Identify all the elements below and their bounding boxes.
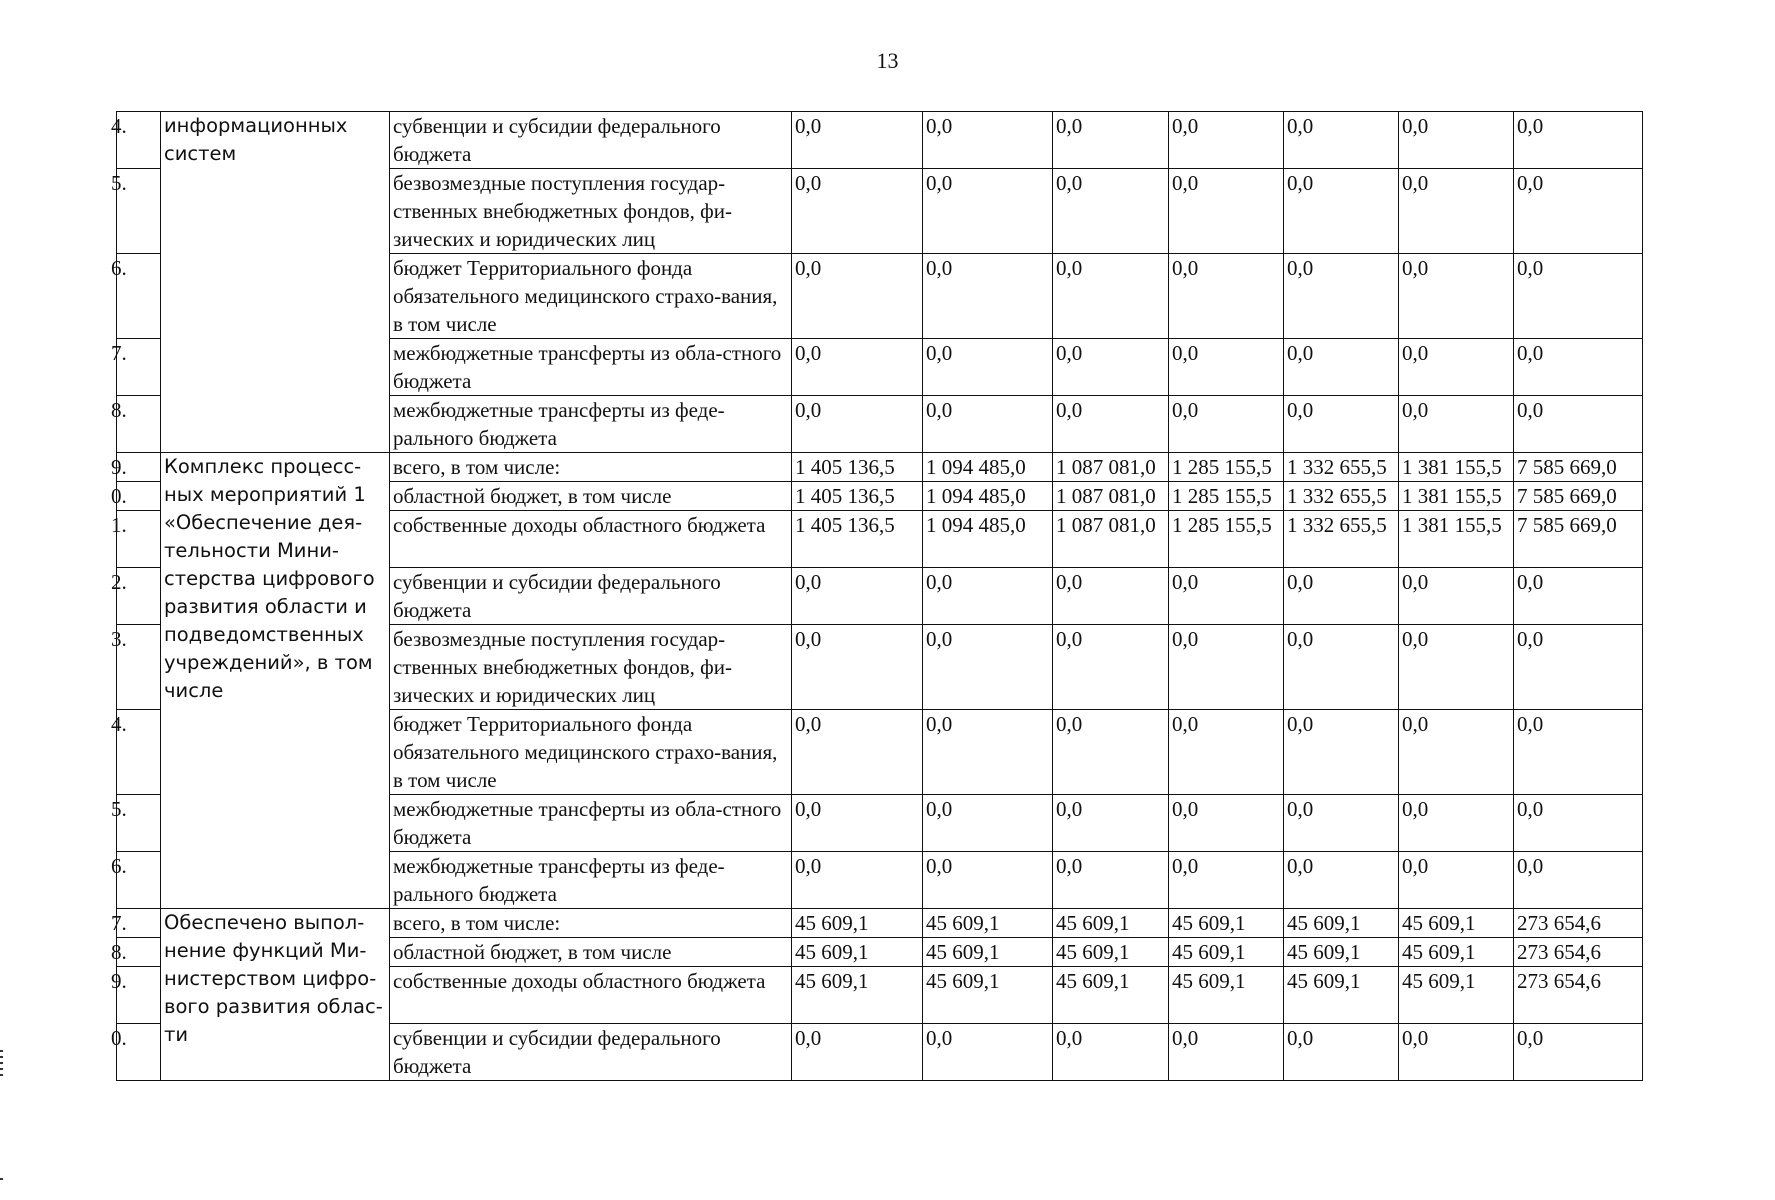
- total-value-cell: 0,0: [1514, 396, 1643, 453]
- year-value-cell: 0,0: [1053, 568, 1169, 625]
- row-number: [111, 710, 161, 795]
- row-number: [111, 938, 161, 967]
- year-value-cell: 0,0: [1053, 852, 1169, 909]
- year-value-cell: 0,0: [792, 568, 923, 625]
- funding-source-cell: областной бюджет, в том числе: [390, 938, 792, 967]
- year-value-cell: 0,0: [1284, 568, 1399, 625]
- year-value-cell: 0,0: [923, 396, 1053, 453]
- year-value-cell: 0,0: [1284, 852, 1399, 909]
- funding-source-cell: межбюджетные трансферты из феде-рального бюджета: [390, 852, 792, 909]
- year-value-cell: 0,0: [1053, 625, 1169, 710]
- scan-edge-marks: [0, 1050, 4, 1080]
- year-value-cell: 0,0: [792, 795, 923, 852]
- year-value-cell: 0,0: [1169, 396, 1284, 453]
- year-value-cell: 45 609,1: [1399, 967, 1514, 1024]
- year-value-cell: 0,0: [1053, 710, 1169, 795]
- budget-table-container: [111, 111, 1642, 1081]
- total-value-cell: 0,0: [1514, 169, 1643, 254]
- total-value-cell: 0,0: [1514, 795, 1643, 852]
- year-value-cell: 0,0: [1284, 625, 1399, 710]
- year-value-cell: 0,0: [923, 852, 1053, 909]
- year-value-cell: 45 609,1: [1169, 938, 1284, 967]
- year-value-cell: 0,0: [1399, 852, 1514, 909]
- row-number-text: 1.: [111, 513, 127, 537]
- total-value-cell: 7 585 669,0: [1514, 482, 1643, 511]
- year-value-cell: 0,0: [1053, 169, 1169, 254]
- table-row: [117, 112, 1643, 169]
- year-value-cell: 0,0: [792, 112, 923, 169]
- year-value-cell: 45 609,1: [792, 967, 923, 1024]
- row-number: [111, 482, 161, 511]
- year-value-cell: 45 609,1: [923, 967, 1053, 1024]
- year-value-cell: 0,0: [923, 795, 1053, 852]
- scan-edge-dot: [0, 1178, 3, 1180]
- row-number: [111, 967, 161, 1024]
- year-value-cell: 45 609,1: [792, 938, 923, 967]
- row-number: [111, 909, 161, 938]
- year-value-cell: 0,0: [1284, 339, 1399, 396]
- year-value-cell: 45 609,1: [1053, 938, 1169, 967]
- year-value-cell: 0,0: [1284, 112, 1399, 169]
- year-value-cell: 0,0: [1053, 254, 1169, 339]
- year-value-cell: 0,0: [923, 339, 1053, 396]
- year-value-cell: 0,0: [1053, 112, 1169, 169]
- year-value-cell: 0,0: [1399, 339, 1514, 396]
- year-value-cell: 1 405 136,5: [792, 511, 923, 568]
- funding-source-cell: всего, в том числе:: [390, 453, 792, 482]
- year-value-cell: 0,0: [1169, 710, 1284, 795]
- year-value-cell: 1 381 155,5: [1399, 482, 1514, 511]
- year-value-cell: 0,0: [1053, 1024, 1169, 1081]
- row-number-text: 5.: [111, 171, 127, 195]
- year-value-cell: 0,0: [792, 1024, 923, 1081]
- row-number-text: 0.: [111, 1026, 127, 1050]
- year-value-cell: 1 332 655,5: [1284, 511, 1399, 568]
- year-value-cell: 0,0: [792, 710, 923, 795]
- row-number-text: 2.: [111, 570, 127, 594]
- year-value-cell: 45 609,1: [1169, 967, 1284, 1024]
- row-number-text: 8.: [111, 940, 127, 964]
- year-value-cell: 0,0: [923, 568, 1053, 625]
- row-number: [111, 795, 161, 852]
- group-name-cell: Обеспечено выпол-нение функций Ми-нистерством цифро-вого развития облас-ти: [161, 909, 390, 1081]
- year-value-cell: 1 087 081,0: [1053, 511, 1169, 568]
- row-number-text: 7.: [111, 341, 127, 365]
- total-value-cell: 0,0: [1514, 852, 1643, 909]
- year-value-cell: 0,0: [1053, 339, 1169, 396]
- year-value-cell: 1 087 081,0: [1053, 453, 1169, 482]
- year-value-cell: 0,0: [1284, 795, 1399, 852]
- total-value-cell: 273 654,6: [1514, 909, 1643, 938]
- row-number: [111, 1024, 161, 1081]
- year-value-cell: 1 405 136,5: [792, 482, 923, 511]
- row-number-text: 6.: [111, 256, 127, 280]
- funding-source-cell: бюджет Территориального фонда обязательного медицинского страхо-вания, в том числе: [390, 710, 792, 795]
- total-value-cell: 273 654,6: [1514, 938, 1643, 967]
- funding-source-cell: безвозмездные поступления государ-ственных внебюджетных фондов, фи-зических и юридических лиц: [390, 169, 792, 254]
- year-value-cell: 0,0: [1399, 1024, 1514, 1081]
- year-value-cell: 0,0: [1169, 852, 1284, 909]
- year-value-cell: 0,0: [1169, 795, 1284, 852]
- funding-source-cell: субвенции и субсидии федерального бюджета: [390, 112, 792, 169]
- year-value-cell: 0,0: [1169, 169, 1284, 254]
- row-number: [111, 112, 161, 169]
- year-value-cell: 0,0: [1169, 1024, 1284, 1081]
- row-number-text: 3.: [111, 627, 127, 651]
- year-value-cell: 45 609,1: [1399, 909, 1514, 938]
- year-value-cell: 0,0: [1284, 254, 1399, 339]
- year-value-cell: 1 405 136,5: [792, 453, 923, 482]
- year-value-cell: 0,0: [792, 396, 923, 453]
- total-value-cell: 273 654,6: [1514, 967, 1643, 1024]
- year-value-cell: 1 381 155,5: [1399, 511, 1514, 568]
- year-value-cell: 0,0: [923, 1024, 1053, 1081]
- total-value-cell: 0,0: [1514, 339, 1643, 396]
- year-value-cell: 0,0: [923, 625, 1053, 710]
- year-value-cell: 1 094 485,0: [923, 482, 1053, 511]
- row-number-text: 6.: [111, 854, 127, 878]
- year-value-cell: 1 087 081,0: [1053, 482, 1169, 511]
- total-value-cell: 0,0: [1514, 625, 1643, 710]
- row-number: [111, 852, 161, 909]
- year-value-cell: 0,0: [1399, 795, 1514, 852]
- year-value-cell: 0,0: [1053, 396, 1169, 453]
- total-value-cell: 0,0: [1514, 568, 1643, 625]
- year-value-cell: 0,0: [1284, 169, 1399, 254]
- budget-table: [111, 111, 1643, 1081]
- funding-source-cell: бюджет Территориального фонда обязательного медицинского страхо-вания, в том числе: [390, 254, 792, 339]
- row-number-text: 4.: [111, 114, 127, 138]
- row-number-text: 9.: [111, 969, 127, 993]
- total-value-cell: 0,0: [1514, 112, 1643, 169]
- row-number-text: 9.: [111, 455, 127, 479]
- funding-source-cell: межбюджетные трансферты из феде-рального бюджета: [390, 396, 792, 453]
- total-value-cell: 7 585 669,0: [1514, 453, 1643, 482]
- row-number: [111, 339, 161, 396]
- funding-source-cell: областной бюджет, в том числе: [390, 482, 792, 511]
- row-number: [111, 169, 161, 254]
- year-value-cell: 45 609,1: [1284, 909, 1399, 938]
- year-value-cell: 0,0: [1399, 112, 1514, 169]
- year-value-cell: 0,0: [1399, 169, 1514, 254]
- year-value-cell: 0,0: [923, 169, 1053, 254]
- funding-source-cell: межбюджетные трансферты из обла-стного бюджета: [390, 795, 792, 852]
- year-value-cell: 1 381 155,5: [1399, 453, 1514, 482]
- year-value-cell: 0,0: [792, 169, 923, 254]
- total-value-cell: 0,0: [1514, 1024, 1643, 1081]
- year-value-cell: 45 609,1: [1399, 938, 1514, 967]
- year-value-cell: 45 609,1: [1169, 909, 1284, 938]
- year-value-cell: 45 609,1: [1053, 909, 1169, 938]
- table-row: [117, 453, 1643, 482]
- year-value-cell: 0,0: [1399, 625, 1514, 710]
- year-value-cell: 0,0: [1399, 396, 1514, 453]
- row-number-text: 8.: [111, 398, 127, 422]
- row-number: [111, 511, 161, 568]
- funding-source-cell: всего, в том числе:: [390, 909, 792, 938]
- group-name-cell: информационных систем: [161, 112, 390, 453]
- funding-source-cell: безвозмездные поступления государ-ственных внебюджетных фондов, фи-зических и юридических лиц: [390, 625, 792, 710]
- year-value-cell: 1 332 655,5: [1284, 482, 1399, 511]
- row-number: [111, 254, 161, 339]
- year-value-cell: 45 609,1: [1284, 938, 1399, 967]
- total-value-cell: 0,0: [1514, 710, 1643, 795]
- year-value-cell: 0,0: [1399, 254, 1514, 339]
- year-value-cell: 45 609,1: [1284, 967, 1399, 1024]
- row-number: [111, 453, 161, 482]
- funding-source-cell: собственные доходы областного бюджета: [390, 511, 792, 568]
- group-name-cell: Комплекс процесс-ных мероприятий 1 «Обеспечение дея-тельности Мини-стерства цифрового развития области и подведомственных учреждений», в том числе: [161, 453, 390, 909]
- year-value-cell: 0,0: [1169, 625, 1284, 710]
- year-value-cell: 1 332 655,5: [1284, 453, 1399, 482]
- year-value-cell: 0,0: [792, 254, 923, 339]
- year-value-cell: 0,0: [923, 254, 1053, 339]
- year-value-cell: 0,0: [1284, 1024, 1399, 1081]
- funding-source-cell: субвенции и субсидии федерального бюджета: [390, 568, 792, 625]
- row-number-text: 7.: [111, 911, 127, 935]
- table-row: [117, 909, 1643, 938]
- row-number-text: 0.: [111, 484, 127, 508]
- year-value-cell: 1 094 485,0: [923, 511, 1053, 568]
- year-value-cell: 0,0: [1169, 254, 1284, 339]
- year-value-cell: 0,0: [1169, 568, 1284, 625]
- year-value-cell: 0,0: [792, 852, 923, 909]
- year-value-cell: 45 609,1: [923, 938, 1053, 967]
- row-number: [111, 625, 161, 710]
- row-number-text: 4.: [111, 712, 127, 736]
- year-value-cell: 0,0: [1399, 568, 1514, 625]
- row-number: [111, 396, 161, 453]
- funding-source-cell: межбюджетные трансферты из обла-стного бюджета: [390, 339, 792, 396]
- year-value-cell: 0,0: [1284, 710, 1399, 795]
- year-value-cell: 1 094 485,0: [923, 453, 1053, 482]
- budget-table-body: [111, 112, 1643, 1081]
- funding-source-cell: собственные доходы областного бюджета: [390, 967, 792, 1024]
- funding-source-cell: субвенции и субсидии федерального бюджета: [390, 1024, 792, 1081]
- year-value-cell: 45 609,1: [923, 909, 1053, 938]
- total-value-cell: 0,0: [1514, 254, 1643, 339]
- year-value-cell: 0,0: [1169, 339, 1284, 396]
- year-value-cell: 45 609,1: [1053, 967, 1169, 1024]
- year-value-cell: 0,0: [792, 625, 923, 710]
- year-value-cell: 1 285 155,5: [1169, 482, 1284, 511]
- year-value-cell: 0,0: [923, 710, 1053, 795]
- year-value-cell: 0,0: [1399, 710, 1514, 795]
- page-number: 13: [876, 48, 899, 73]
- row-number: [111, 568, 161, 625]
- row-number-text: 5.: [111, 797, 127, 821]
- total-value-cell: 7 585 669,0: [1514, 511, 1643, 568]
- year-value-cell: 0,0: [1053, 795, 1169, 852]
- year-value-cell: 45 609,1: [792, 909, 923, 938]
- year-value-cell: 0,0: [792, 339, 923, 396]
- year-value-cell: 0,0: [923, 112, 1053, 169]
- year-value-cell: 1 285 155,5: [1169, 453, 1284, 482]
- year-value-cell: 0,0: [1169, 112, 1284, 169]
- year-value-cell: 0,0: [1284, 396, 1399, 453]
- year-value-cell: 1 285 155,5: [1169, 511, 1284, 568]
